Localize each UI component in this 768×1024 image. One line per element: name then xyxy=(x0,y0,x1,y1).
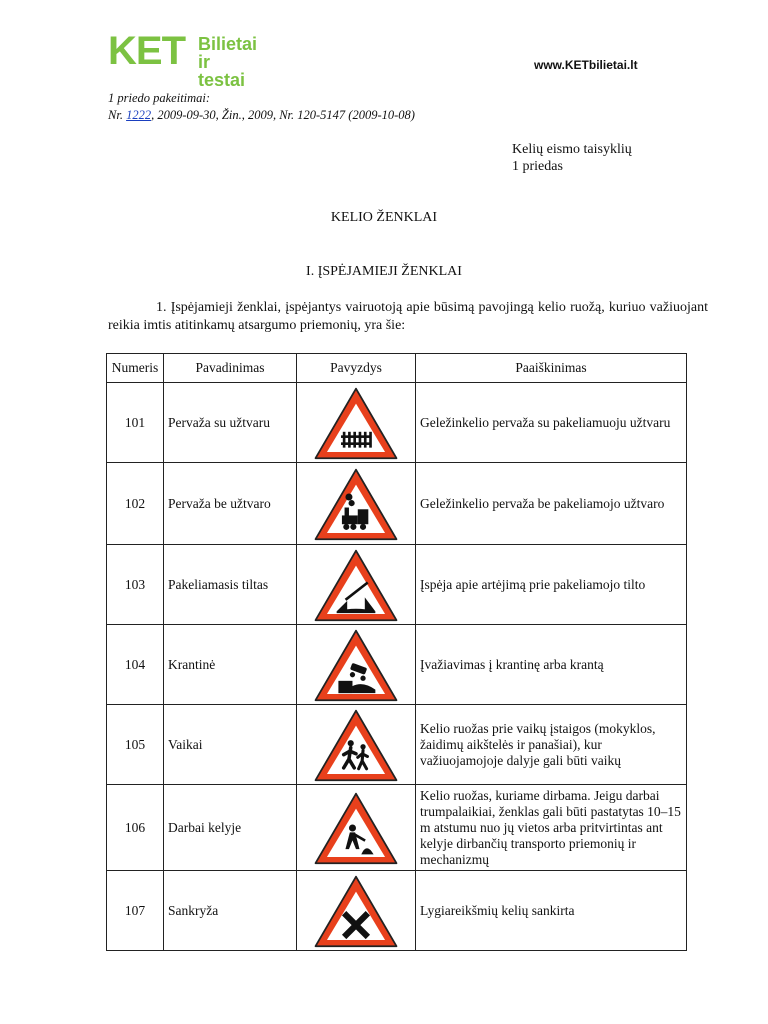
sign-explanation: Geležinkelio pervaža be pakeliamojo užtvaro xyxy=(416,463,687,545)
col-header-example: Pavyzdys xyxy=(297,354,416,383)
sign-name: Pakeliamasis tiltas xyxy=(164,545,297,625)
children-running-icon xyxy=(297,705,416,785)
table-header-row xyxy=(107,354,687,383)
table-row xyxy=(107,625,687,705)
logo-ket-text: KET xyxy=(108,29,185,73)
sign-name: Darbai kelyje xyxy=(164,785,297,871)
sign-number: 102 xyxy=(107,463,164,545)
sign-number: 103 xyxy=(107,545,164,625)
reference-line-2: 1 priedas xyxy=(512,159,563,174)
table-row xyxy=(107,545,687,625)
amendment-suffix: , 2009-09-30, Žin., 2009, Nr. 120-5147 (2009-10-08) xyxy=(151,108,415,122)
sign-explanation: Kelio ruožas prie vaikų įstaigos (mokyklos, žaidimų aikštelės ir panašiai), kur važiuojamojoje dalyje gali būti vaikų xyxy=(416,705,687,785)
amendment-note xyxy=(108,90,415,124)
sign-name: Vaikai xyxy=(164,705,297,785)
col-header-number: Numeris xyxy=(107,354,164,383)
section-title: I. ĮSPĖJAMIEJI ŽENKLAI xyxy=(306,264,462,279)
sign-name: Pervaža be užtvaro xyxy=(164,463,297,545)
document-reference xyxy=(512,141,632,175)
amendment-prefix: Nr. xyxy=(108,108,123,122)
table-row xyxy=(107,705,687,785)
sign-explanation: Įspėja apie artėjimą prie pakeliamojo tilto xyxy=(416,545,687,625)
sign-number: 106 xyxy=(107,785,164,871)
sign-explanation: Lygiareikšmių kelių sankirta xyxy=(416,871,687,951)
sign-explanation: Kelio ruožas, kuriame dirbama. Jeigu darbai trumpalaikiai, ženklas gali būti pastatytas 10–15 m atstumu nuo jų vietos arba pritvirtintas ant kelyje dirbančių transporto priemonių ir mechanizmų xyxy=(416,785,687,871)
website-url[interactable]: www.KETbilietai.lt xyxy=(534,58,638,72)
amendment-line-2 xyxy=(108,107,415,124)
barrier-crossing-icon xyxy=(297,383,416,463)
sign-explanation: Geležinkelio pervaža su pakeliamuoju užtvaru xyxy=(416,383,687,463)
sign-explanation: Įvažiavimas į krantinę arba krantą xyxy=(416,625,687,705)
table-row xyxy=(107,871,687,951)
col-header-explanation: Paaiškinimas xyxy=(416,354,687,383)
sign-number: 104 xyxy=(107,625,164,705)
car-falling-quay-icon xyxy=(297,625,416,705)
sign-number: 107 xyxy=(107,871,164,951)
col-header-name: Pavadinimas xyxy=(164,354,297,383)
table-row xyxy=(107,463,687,545)
sign-number: 105 xyxy=(107,705,164,785)
sign-name: Pervaža su užtvaru xyxy=(164,383,297,463)
steam-locomotive-icon xyxy=(297,463,416,545)
logo-line-1: Bilietai xyxy=(198,34,258,54)
road-works-icon xyxy=(297,785,416,871)
crossroads-x-icon xyxy=(297,871,416,951)
signs-table xyxy=(106,353,687,951)
logo-line-2: ir testai xyxy=(198,52,246,90)
amendment-line-1: 1 priedo pakeitimai: xyxy=(108,91,211,105)
amendment-link[interactable]: 1222 xyxy=(126,108,152,122)
reference-line-1: Kelių eismo taisyklių xyxy=(512,142,632,157)
table-row xyxy=(107,785,687,871)
logo-subtitle xyxy=(198,35,257,89)
sign-name: Krantinė xyxy=(164,625,297,705)
intro-paragraph: 1. Įspėjamieji ženklai, įspėjantys vairuotoją apie būsimą pavojingą kelio ruožą, kuriuo važiuojant reikia imtis atitinkamų atsargumo priemonių, yra šie: xyxy=(108,300,708,333)
sign-name: Sankryža xyxy=(164,871,297,951)
table-row xyxy=(107,383,687,463)
sign-number: 101 xyxy=(107,383,164,463)
drawbridge-icon xyxy=(297,545,416,625)
page-title: KELIO ŽENKLAI xyxy=(330,210,438,225)
